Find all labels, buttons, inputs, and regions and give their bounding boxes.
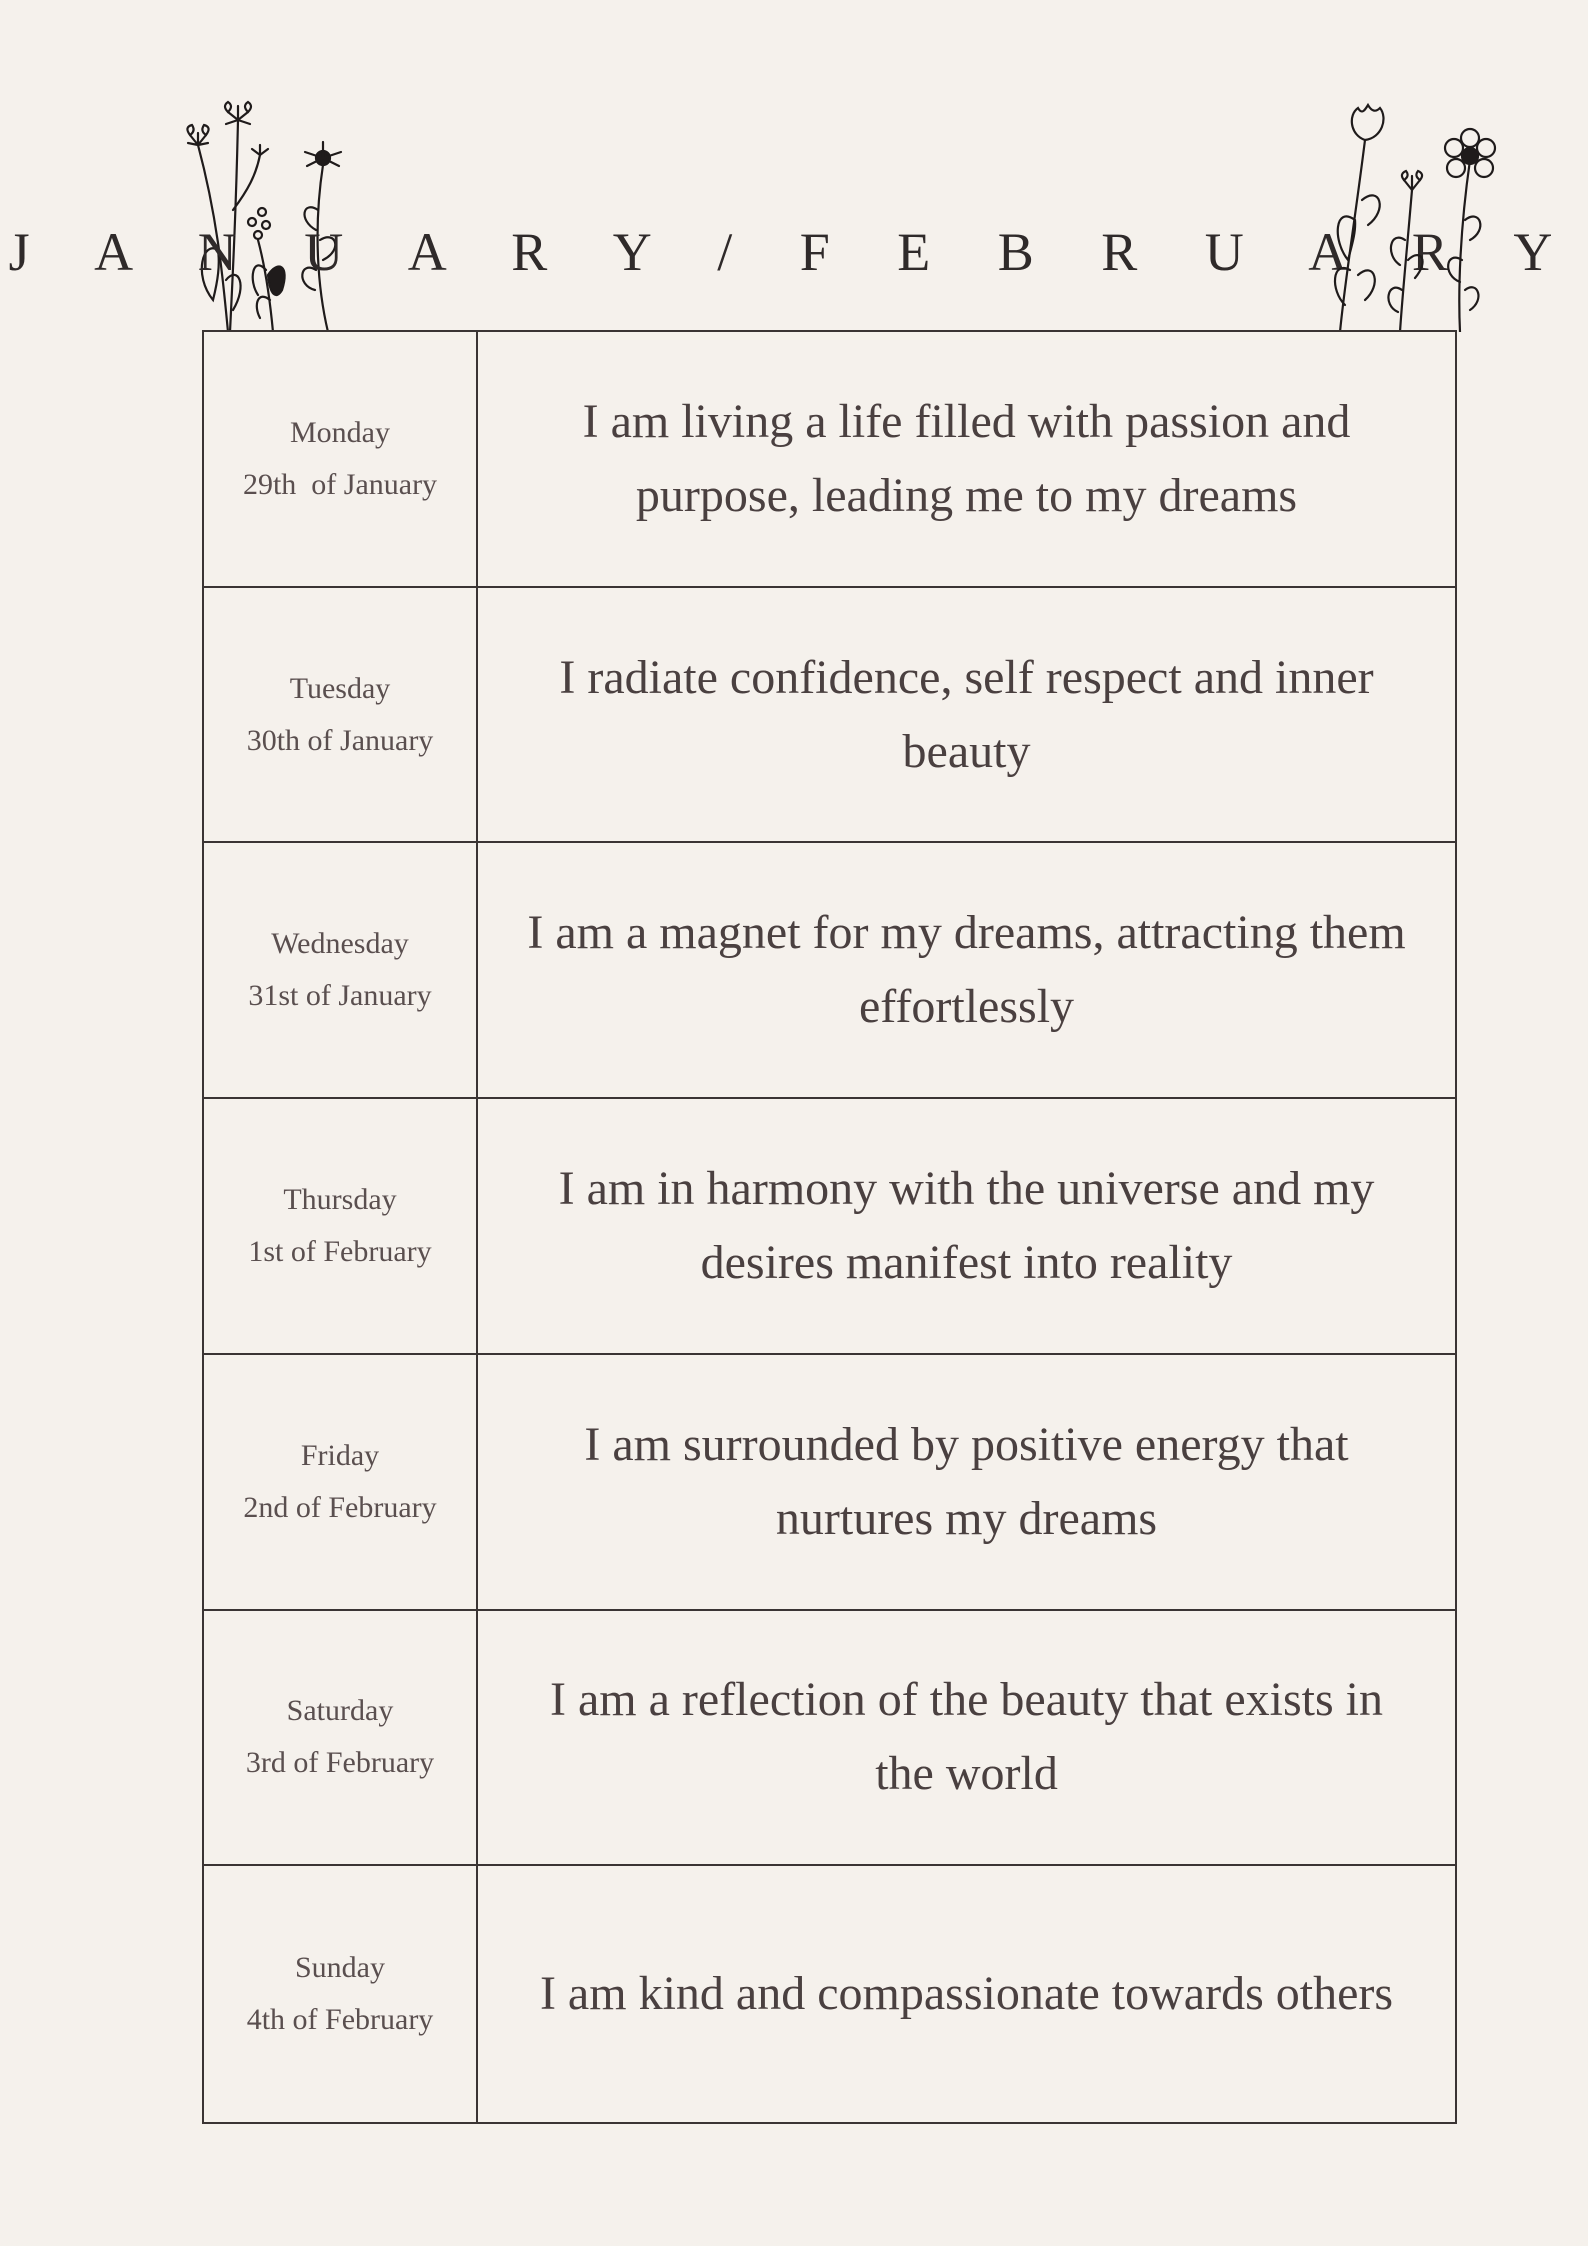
weekday-label: Sunday	[295, 1951, 385, 1985]
weekday-label: Saturday	[286, 1694, 394, 1728]
date-cell-monday	[204, 332, 478, 588]
flower-illustration-left-icon	[178, 100, 358, 332]
page-title: J A N U A R Y / F E B R U A R Y	[8, 222, 1580, 282]
date-label: 1st of February	[248, 1234, 432, 1268]
affirmation-cell-sunday: I am kind and compassionate towards others	[539, 1967, 1394, 2021]
flower-illustration-right-icon	[1320, 100, 1510, 332]
affirmation-cell-thursday: I am in harmony with the universe and my desires manifest into reality	[478, 1099, 1455, 1355]
weekday-label: Monday	[290, 415, 390, 449]
affirmation-cell-friday: I am surrounded by positive energy that nurtures my dreams	[478, 1355, 1455, 1611]
date-cell-sunday	[204, 1866, 478, 2122]
date-label: 4th of February	[246, 2003, 434, 2037]
date-cell-wednesday	[204, 843, 478, 1099]
weekday-label: Friday	[300, 1438, 380, 1472]
affirmation-table	[202, 330, 1457, 2124]
weekday-label: Wednesday	[271, 927, 409, 961]
date-cell-saturday	[204, 1611, 478, 1867]
date-cell-friday	[204, 1355, 478, 1611]
weekday-label: Thursday	[283, 1182, 397, 1216]
affirmation-cell-wednesday: I am a magnet for my dreams, attracting them effortlessly	[478, 843, 1455, 1099]
date-label: 29th of January	[242, 467, 438, 501]
date-label: 3rd of February	[245, 1746, 435, 1780]
date-label: 2nd of February	[243, 1490, 437, 1524]
date-label: 30th of January	[246, 723, 434, 757]
date-cell-tuesday	[204, 588, 478, 844]
affirmation-cell-saturday: I am a reflection of the beauty that exists in the world	[478, 1611, 1455, 1867]
affirmation-cell-monday: I am living a life filled with passion and purpose, leading me to my dreams	[478, 332, 1455, 588]
date-label: 31st of January	[248, 979, 432, 1013]
weekday-label: Tuesday	[289, 671, 391, 705]
date-cell-thursday	[204, 1099, 478, 1355]
affirmation-cell-tuesday: I radiate confidence, self respect and inner beauty	[478, 588, 1455, 844]
